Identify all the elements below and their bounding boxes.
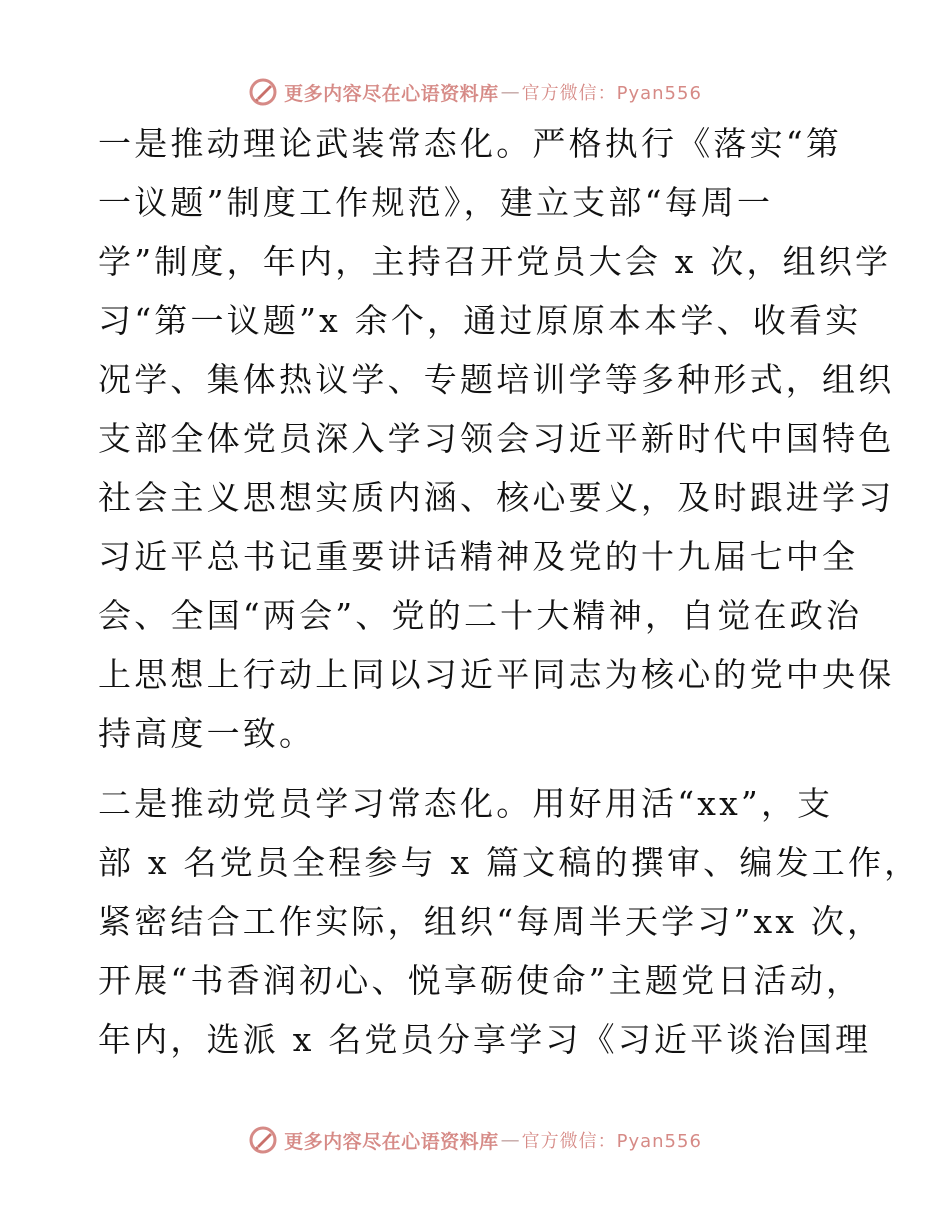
watermark-dash: — xyxy=(500,81,520,103)
text-line: 一是推动理论武装常态化。严格执行《落实“第 xyxy=(98,124,843,163)
text-line: 况学、集体热议学、专题培训学等多种形式，组织 xyxy=(98,360,895,399)
watermark-dash: — xyxy=(500,1129,520,1151)
text-line: 开展“书香润初心、悦享砺使命”主题党日活动， xyxy=(98,961,863,1000)
text-line: 支部全体党员深入学习领会习近平新时代中国特色 xyxy=(98,419,895,458)
watermark-banner-top xyxy=(0,72,950,112)
watermark-main-text: 更多内容尽在心语资料库 xyxy=(284,82,499,105)
text-line: 会、全国“两会”、党的二十大精神，自觉在政治 xyxy=(98,596,863,635)
text-line: 二是推动党员学习常态化。用好用活“xx”，支 xyxy=(98,784,834,823)
quill-logo-icon xyxy=(248,1125,278,1155)
watermark-main-text: 更多内容尽在心语资料库 xyxy=(284,1130,499,1153)
text-line: 上思想上行动上同以习近平同志为核心的党中央保 xyxy=(98,655,895,694)
text-line: 持高度一致。 xyxy=(98,714,316,753)
quill-logo-icon xyxy=(248,77,278,107)
text-line: 社会主义思想实质内涵、核心要义，及时跟进学习 xyxy=(98,478,895,517)
text-line: 年内，选派 x 名党员分享学习《习近平谈治国理 xyxy=(98,1020,872,1059)
watermark-banner-bottom xyxy=(0,1120,950,1160)
text-line: 紧密结合工作实际，组织“每周半天学习”xx 次， xyxy=(98,902,884,941)
text-line: 部 x 名党员全程参与 x 篇文稿的撰审、编发工作， xyxy=(98,843,921,882)
text-line: 习“第一议题”x 余个，通过原原本本学、收看实 xyxy=(98,301,862,340)
watermark-sub-text: 官方微信：Pyan556 xyxy=(521,1131,702,1152)
text-line: 学”制度，年内，主持召开党员大会 x 次，组织学 xyxy=(98,242,892,281)
text-line: 习近平总书记重要讲话精神及党的十九届七中全 xyxy=(98,537,859,576)
watermark-sub-text: 官方微信：Pyan556 xyxy=(521,83,702,104)
text-line: 一议题”制度工作规范》，建立支部“每周一 xyxy=(98,183,774,222)
